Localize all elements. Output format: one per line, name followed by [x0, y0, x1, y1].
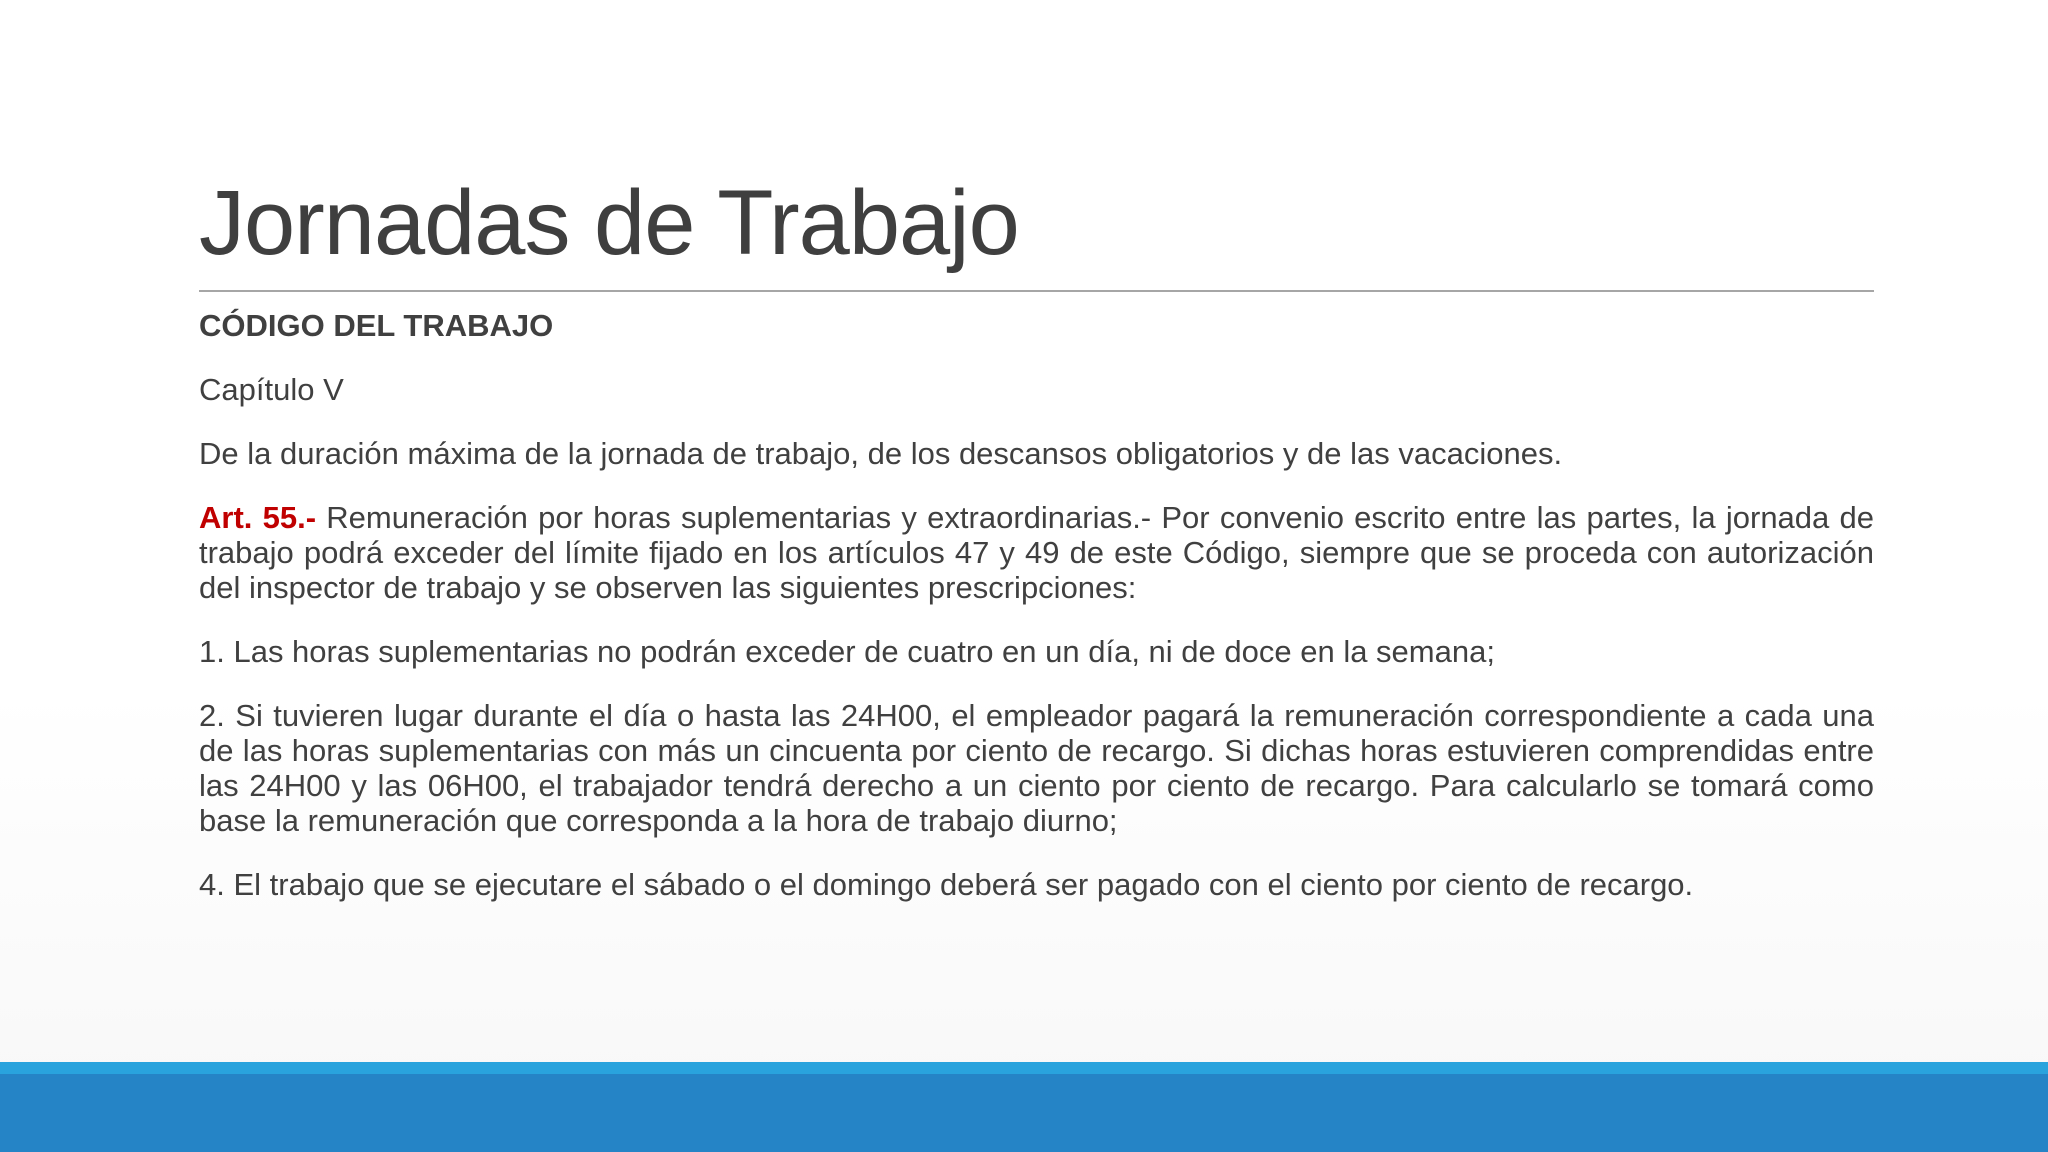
footer-band-light — [0, 1062, 2048, 1074]
chapter-subtitle: De la duración máxima de la jornada de trabajo, de los descansos obligatorios y de las vacaciones. — [199, 436, 1563, 471]
list-item: 1. Las horas suplementarias no podrán exceder de cuatro en un día, ni de doce en la semana; — [199, 634, 1495, 669]
article-text: Remuneración por horas suplementarias y extraordinarias.- Por convenio escrito entre las partes, la jornada de trabajo podrá exceder del límite fijado en los artículos 47 y 49 de este Código, siempre que se proceda con autorización del inspector de trabajo y se observen las siguientes prescripciones: — [199, 500, 1874, 605]
footer-band-dark — [0, 1074, 2048, 1152]
code-heading — [199, 308, 1874, 343]
list-item: 2. Si tuvieren lugar durante el día o hasta las 24H00, el empleador pagará la remuneración correspondiente a cada una de las horas suplementarias con más un cincuenta por ciento de recargo. Si dichas horas estuvieren comprendidas entre las 24H00 y las 06H00, el trabajador tendrá derecho a un ciento por ciento de recargo. Para calcularlo se tomará como base la remuneración que corresponda a la hora de trabajo diurno; — [199, 698, 1874, 838]
title-divider — [199, 290, 1874, 292]
code-heading-text: CÓDIGO DEL TRABAJO — [199, 308, 554, 343]
chapter-label: Capítulo V — [199, 372, 344, 407]
slide-body — [199, 308, 1874, 931]
article-paragraph — [199, 500, 1874, 605]
slide-title: Jornadas de Trabajo — [199, 172, 1019, 274]
list-item: 4. El trabajo que se ejecutare el sábado o el domingo deberá ser pagado con el ciento por ciento de recargo. — [199, 867, 1694, 902]
article-label: Art. 55.- — [199, 500, 317, 535]
